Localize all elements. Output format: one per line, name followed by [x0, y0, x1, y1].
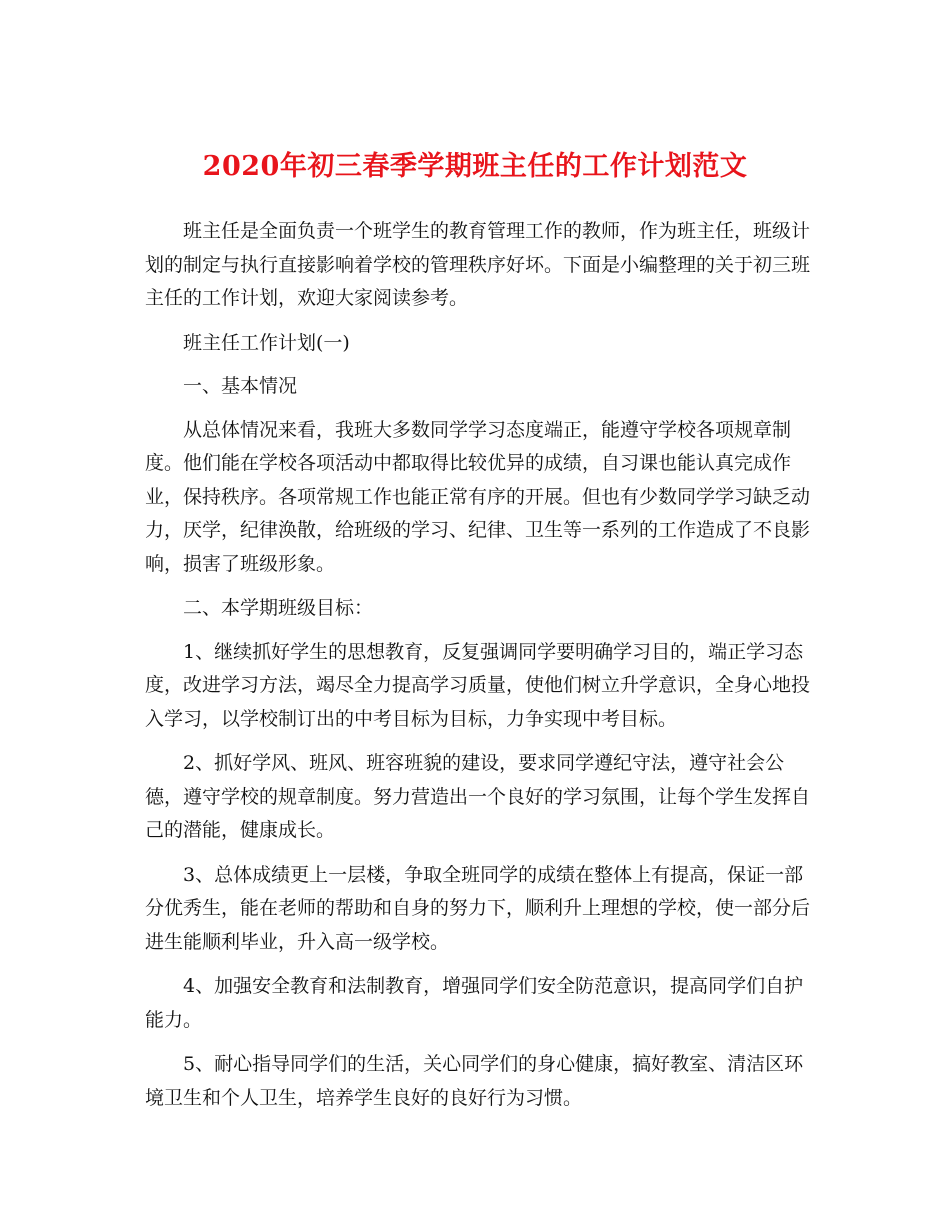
- basic-situation-paragraph: 从总体情况来看，我班大多数同学学习态度端正，能遵守学校各项规章制度。他们能在学校各项活动中都取得比较优异的成绩，自习课也能认真完成作业，保持秩序。各项常规工作也能正常有序的开展。但也有少数同学学习缺乏动力，厌学，纪律涣散，给班级的学习、纪律、卫生等一系列的工作造成了不良影响，损害了班级形象。: [145, 418, 811, 575]
- document-title: 2020年初三春季学期班主任的工作计划范文: [202, 151, 748, 182]
- goal-item-5: 5、耐心指导同学们的生活，关心同学们的身心健康，搞好教室、清洁区环境卫生和个人卫生，培养学生良好的良好行为习惯。: [145, 1053, 804, 1109]
- section-heading-basic: 一、基本情况: [183, 375, 298, 397]
- section-heading-goals: 二、本学期班级目标：: [183, 597, 374, 619]
- document-body: [145, 215, 810, 1126]
- intro-paragraph: 班主任是全面负责一个班学生的教育管理工作的教师，作为班主任，班级计划的制定与执行直接影响着学校的管理秩序好坏。下面是小编整理的关于初三班主任的工作计划，欢迎大家阅读参考。: [145, 220, 811, 309]
- goal-item-4: 4、加强安全教育和法制教育，增强同学们安全防范意识，提高同学们自护能力。: [145, 975, 804, 1031]
- goal-item-2: 2、抓好学风、班风、班容班貌的建设，要求同学遵纪守法，遵守社会公德，遵守学校的规章制度。努力营造出一个良好的学习氛围，让每个学生发挥自己的潜能，健康成长。: [145, 752, 811, 841]
- plan-heading: 班主任工作计划(一): [183, 331, 350, 354]
- goal-item-1: 1、继续抓好学生的思想教育，反复强调同学要明确学习目的，端正学习态度，改进学习方法，竭尽全力提高学习质量，使他们树立升学意识，全身心地投入学习，以学校制订出的中考目标为目标，力争实现中考目标。: [145, 640, 811, 730]
- goal-item-3: 3、总体成绩更上一层楼，争取全班同学的成绩在整体上有提高，保证一部分优秀生，能在老师的帮助和自身的努力下，顺利升上理想的学校，使一部分后进生能顺利毕业，升入高一级学校。: [145, 863, 811, 953]
